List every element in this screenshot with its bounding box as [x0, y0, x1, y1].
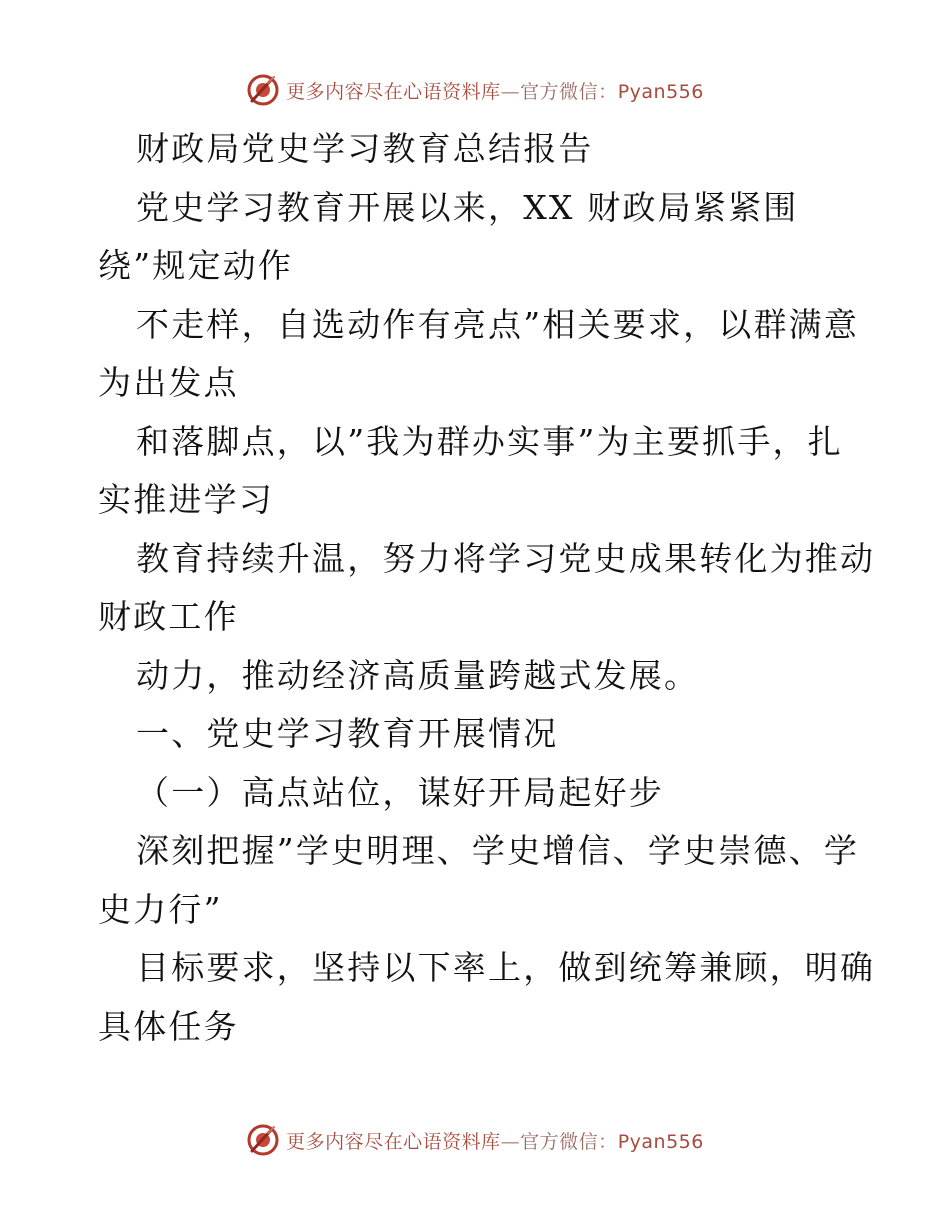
text-line: 深刻把握”学史明理、学史增信、学史崇德、学 — [136, 831, 860, 870]
text-line: 党史学习教育开展以来，XX 财政局紧紧围 — [136, 187, 799, 227]
text-line: 财政局党史学习教育总结报告 — [136, 129, 594, 168]
watermark-main: 更多内容尽在心语资料库 — [286, 80, 501, 103]
watermark-wechat-label: 官方微信： — [520, 80, 618, 103]
watermark-main: 更多内容尽在心语资料库 — [286, 1130, 501, 1153]
text-line: 动力，推动经济高质量跨越式发展。 — [136, 655, 700, 695]
text-line: 绕”规定动作 — [98, 246, 294, 285]
text-line: 和落脚点，以”我为群办实事”为主要抓手，扎 — [136, 421, 843, 461]
text-line: 一、党史学习教育开展情况 — [136, 714, 559, 753]
text-line: 目标要求，坚持以下率上，做到统筹兼顾，明确 — [136, 948, 876, 987]
watermark-dash: — — [500, 80, 521, 103]
watermark-dash: — — [500, 1130, 521, 1153]
text-line: 教育持续升温，努力将学习党史成果转化为推动 — [136, 538, 876, 578]
text-line: 为出发点 — [98, 363, 239, 402]
text-line: 财政工作 — [98, 597, 239, 636]
text-line: 不走样，自选动作有亮点”相关要求，以群满意 — [136, 304, 860, 344]
logo-icon — [246, 73, 280, 107]
text-line: 具体任务 — [98, 1006, 239, 1046]
watermark-text — [286, 77, 704, 104]
text-line: （一）高点站位，谋好开局起好步 — [136, 772, 664, 812]
watermark-footer — [0, 1120, 950, 1160]
watermark-text — [286, 1127, 704, 1154]
text-line: 实推进学习 — [98, 480, 274, 519]
document-body — [98, 120, 876, 1056]
watermark-header — [0, 70, 950, 110]
text-line: 史力行” — [98, 889, 223, 929]
logo-icon — [246, 1123, 280, 1157]
watermark-wechat-id: Pyan556 — [617, 1130, 704, 1153]
watermark-wechat-id: Pyan556 — [617, 80, 704, 103]
watermark-wechat-label: 官方微信： — [520, 1130, 618, 1153]
